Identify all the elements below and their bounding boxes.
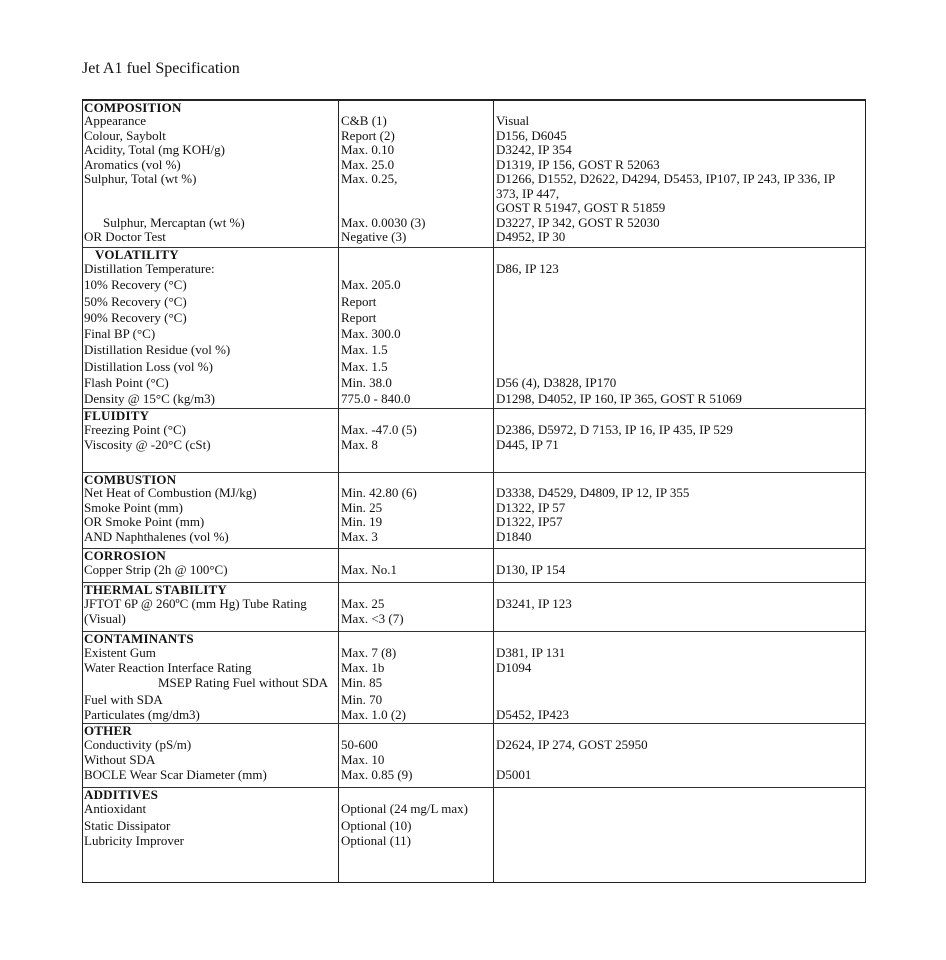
- section-heading: COMPOSITION: [84, 101, 182, 115]
- test-method-cell: [494, 801, 865, 817]
- limit-cell: Min. 85: [341, 675, 383, 690]
- limit-cell: Min. 42.80 (6): [341, 485, 417, 500]
- table-row: [83, 261, 865, 277]
- property-cell: Sulphur, Total (wt %): [84, 171, 197, 186]
- table-row: [83, 833, 865, 849]
- table-row: [83, 660, 865, 675]
- limit-cell: Max. 25.0: [341, 156, 395, 172]
- property-cell: Sulphur, Mercaptan (wt %): [103, 214, 245, 230]
- limit-cell: Min. 70: [341, 692, 383, 707]
- test-method-cell: D445, IP 71: [496, 437, 559, 452]
- limit-cell: Max. No.1: [341, 562, 397, 577]
- property-cell: OR Smoke Point (mm): [84, 514, 205, 529]
- table-row: [83, 767, 865, 782]
- property-cell: Distillation Loss (vol %): [84, 358, 213, 374]
- section-corrosion: [83, 548, 865, 582]
- limit-cell: 775.0 - 840.0: [341, 391, 411, 407]
- test-method-cell: D2624, IP 274, GOST 25950: [496, 737, 648, 752]
- property-cell: Density @ 15°C (kg/m3): [84, 391, 215, 407]
- test-method-cell: [494, 752, 865, 767]
- property-cell: Net Heat of Combustion (MJ/kg): [84, 485, 257, 500]
- section-volatility: [83, 247, 865, 408]
- test-method-cell: D1840: [496, 528, 532, 544]
- section-contaminants: [83, 631, 865, 723]
- limit-cell: Min. 25: [341, 499, 383, 515]
- table-row: [83, 752, 865, 767]
- test-method-cell: D1319, IP 156, GOST R 52063: [496, 156, 660, 172]
- property-cell: 50% Recovery (°C): [84, 293, 187, 309]
- test-method-cell: [494, 277, 865, 293]
- limit-cell: Max. 1.0 (2): [341, 707, 406, 722]
- property-cell: AND Naphthalenes (vol %): [84, 528, 229, 544]
- property-cell: Viscosity @ -20°C (cSt): [84, 437, 211, 452]
- table-row: [83, 801, 865, 817]
- test-method-cell: D56 (4), D3828, IP170: [496, 375, 617, 391]
- test-method-cell: [494, 359, 865, 375]
- limit-cell: Max. -47.0 (5): [341, 422, 417, 437]
- table-row: [83, 216, 865, 231]
- property-cell: Aromatics (vol %): [84, 156, 181, 172]
- limit-cell: Optional (11): [341, 833, 411, 848]
- property-cell: Antioxidant: [84, 801, 147, 816]
- property-cell: Freezing Point (°C): [84, 422, 186, 437]
- property-cell: Copper Strip (2h @ 100°C): [84, 562, 228, 577]
- table-row: [83, 437, 865, 452]
- table-row: [83, 310, 865, 326]
- section-heading: COMBUSTION: [84, 472, 177, 487]
- property-cell: Existent Gum: [84, 645, 156, 660]
- test-method-cell: D1094: [496, 660, 532, 675]
- limit-cell: Max. 7 (8): [341, 645, 397, 660]
- test-method-cell: D86, IP 123: [496, 261, 559, 276]
- table-row: [83, 326, 865, 342]
- table-row: [83, 501, 865, 516]
- property-cell: Water Reaction Interface Rating: [84, 660, 252, 675]
- test-method-cell: [494, 326, 865, 342]
- section-thermal-stability: [83, 582, 865, 631]
- test-method-cell: D4952, IP 30: [496, 229, 566, 244]
- test-method-cell: D156, D6045: [496, 127, 567, 143]
- table-row: [83, 611, 865, 626]
- limit-cell: Max. 0.25,: [341, 171, 398, 186]
- limit-cell: [339, 261, 494, 277]
- property-cell: Static Dissipator: [84, 817, 171, 833]
- section-additives: [83, 787, 865, 882]
- table-row: [83, 342, 865, 358]
- test-method-cell: [494, 611, 865, 626]
- test-method-cell: D3242, IP 354: [496, 142, 572, 157]
- test-method-cell: [494, 342, 865, 358]
- test-method-cell: D1266, D1552, D2622, D4294, D5453, IP107, IP 243, IP 336, IP 373, IP 447, GOST R 51947, GOST R 51859: [496, 171, 836, 215]
- property-cell: 10% Recovery (°C): [84, 277, 187, 293]
- test-method-cell: D3338, D4529, D4809, IP 12, IP 355: [496, 485, 690, 500]
- property-cell: Acidity, Total (mg KOH/g): [84, 142, 225, 157]
- test-method-cell: D381, IP 131: [496, 645, 566, 660]
- specification-table: [82, 99, 866, 883]
- property-cell: Distillation Temperature:: [84, 261, 215, 276]
- section-other: [83, 723, 865, 787]
- table-row: [83, 675, 865, 690]
- table-row: [83, 158, 865, 173]
- section-heading: CORROSION: [84, 548, 166, 563]
- property-cell: Flash Point (°C): [84, 375, 169, 391]
- property-cell: Final BP (°C): [84, 326, 156, 342]
- limit-cell: Report: [341, 309, 377, 325]
- limit-cell: Max. 0.0030 (3): [341, 214, 426, 230]
- property-cell: Conductivity (pS/m): [84, 737, 192, 752]
- limit-cell: Max. 1b: [341, 660, 385, 675]
- table-row: [83, 129, 865, 144]
- limit-cell: Min. 38.0: [341, 375, 392, 391]
- table-row: [83, 277, 865, 293]
- table-row: [83, 230, 865, 245]
- test-method-cell: D1322, IP 57: [496, 499, 566, 515]
- test-method-cell: D3241, IP 123: [496, 596, 572, 611]
- limit-cell: Max. 25: [341, 596, 385, 611]
- limit-cell: 50-600: [341, 737, 378, 752]
- table-row: [83, 486, 865, 501]
- test-method-cell: D5001: [496, 767, 532, 782]
- table-row: [83, 359, 865, 375]
- table-row: [83, 692, 865, 707]
- property-cell: Fuel with SDA: [84, 692, 163, 707]
- test-method-cell: Visual: [496, 113, 530, 128]
- limit-cell: Max. 300.0: [341, 326, 401, 342]
- property-cell: MSEP Rating Fuel without SDA: [158, 675, 328, 690]
- section-heading: FLUIDITY: [84, 408, 150, 423]
- limit-cell: Max. 3: [341, 528, 378, 544]
- limit-cell: Max. 1.5: [341, 358, 388, 374]
- table-row: [83, 172, 865, 216]
- table-row: [83, 375, 865, 391]
- test-method-cell: D1298, D4052, IP 160, IP 365, GOST R 51069: [496, 391, 742, 407]
- section-composition: [83, 101, 865, 247]
- section-heading: CONTAMINANTS: [84, 631, 194, 646]
- test-method-cell: [494, 310, 865, 326]
- section-fluidity: [83, 408, 865, 472]
- table-row: [83, 645, 865, 660]
- test-method-cell: D2386, D5972, D 7153, IP 16, IP 435, IP 529: [496, 422, 733, 437]
- property-cell: Colour, Saybolt: [84, 127, 166, 143]
- table-row: [83, 596, 865, 611]
- test-method-cell: [494, 833, 865, 849]
- property-cell: JFTOT 6P @ 260ºC (mm Hg) Tube Rating: [84, 596, 307, 611]
- property-cell: 90% Recovery (°C): [84, 309, 187, 325]
- test-method-cell: D130, IP 154: [496, 562, 566, 577]
- test-method-cell: D3227, IP 342, GOST R 52030: [496, 214, 660, 230]
- property-cell: Distillation Residue (vol %): [84, 342, 231, 358]
- property-cell: Particulates (mg/dm3): [84, 707, 200, 722]
- section-heading: THERMAL STABILITY: [84, 582, 227, 597]
- limit-cell: Negative (3): [341, 229, 407, 244]
- limit-cell: Min. 19: [341, 514, 383, 529]
- property-cell: Smoke Point (mm): [84, 499, 183, 515]
- table-row: [83, 422, 865, 437]
- limit-cell: Max. <3 (7): [341, 611, 404, 626]
- limit-cell: Report: [341, 293, 377, 309]
- table-row: [83, 143, 865, 158]
- test-method-cell: [494, 294, 865, 310]
- limit-cell: Max. 0.85 (9): [341, 767, 413, 782]
- table-row: [83, 707, 865, 722]
- table-row: [83, 818, 865, 834]
- table-row: [83, 737, 865, 752]
- property-cell: (Visual): [84, 611, 126, 626]
- table-row: [83, 294, 865, 310]
- limit-cell: Max. 205.0: [341, 277, 401, 293]
- limit-cell: Report (2): [341, 127, 395, 143]
- limit-cell: Max. 10: [341, 752, 385, 767]
- table-row: [83, 114, 865, 129]
- property-cell: OR Doctor Test: [84, 229, 166, 244]
- property-cell: Without SDA: [84, 752, 156, 767]
- test-method-cell: [494, 692, 865, 707]
- limit-cell: Max. 8: [341, 437, 378, 452]
- section-combustion: [83, 472, 865, 548]
- test-method-cell: [494, 818, 865, 834]
- limit-cell: Optional (10): [341, 817, 412, 833]
- section-heading: VOLATILITY: [95, 247, 179, 262]
- table-row: [83, 562, 865, 577]
- property-cell: Lubricity Improver: [84, 833, 184, 848]
- limit-cell: Optional (24 mg/L max): [341, 801, 468, 816]
- limit-cell: Max. 0.10: [341, 142, 395, 157]
- limit-cell: Max. 1.5: [341, 342, 388, 358]
- table-row: [83, 530, 865, 545]
- section-heading: OTHER: [84, 723, 132, 738]
- table-row: [83, 391, 865, 407]
- page-title: Jet A1 fuel Specification: [82, 60, 240, 77]
- test-method-cell: D1322, IP57: [496, 514, 563, 529]
- limit-cell: C&B (1): [341, 113, 387, 128]
- table-row: [83, 515, 865, 530]
- test-method-cell: D5452, IP423: [496, 707, 569, 722]
- section-heading: ADDITIVES: [84, 787, 159, 802]
- property-cell: BOCLE Wear Scar Diameter (mm): [84, 767, 267, 782]
- property-cell: Appearance: [84, 113, 147, 128]
- test-method-cell: [494, 675, 865, 690]
